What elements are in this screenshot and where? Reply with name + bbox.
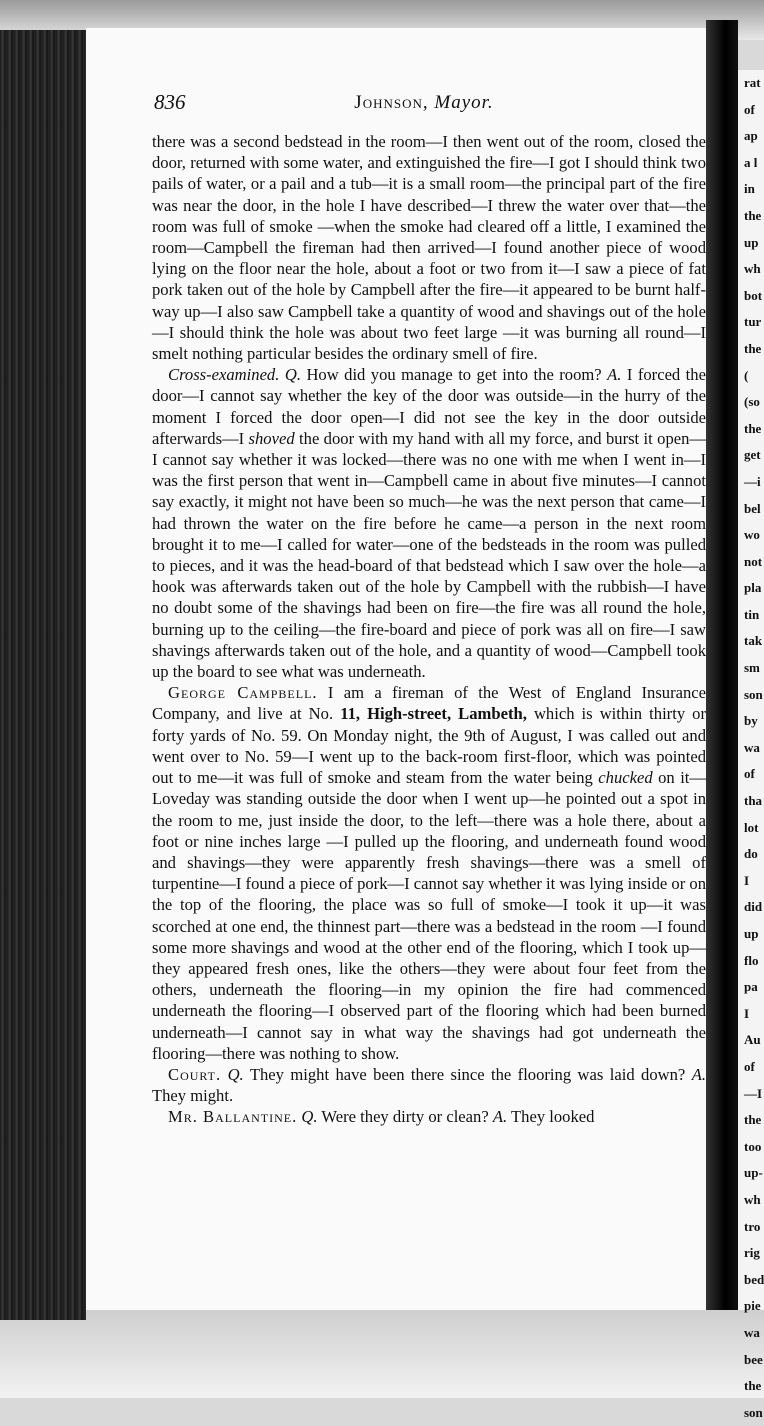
running-head-name: Johnson, — [354, 92, 429, 113]
facing-page-fragment: the — [744, 1378, 762, 1394]
question-marker: Q. — [227, 1064, 244, 1084]
facing-page-edge — [738, 70, 764, 1420]
question-text: How did you manage to get into the room? — [306, 365, 602, 385]
facing-page-fragment: pie — [744, 1298, 761, 1314]
page-header — [154, 90, 694, 120]
running-head — [154, 92, 694, 114]
question-marker: Q. — [301, 1107, 318, 1127]
facing-page-fragment: the — [744, 207, 762, 223]
question-text: They might have been there since the flooring was laid down? — [249, 1064, 686, 1084]
facing-page-fragment: in — [744, 181, 755, 197]
facing-page-fragment: tur — [744, 314, 762, 330]
paragraph-ballantine — [152, 1106, 706, 1127]
answer-marker: A. — [607, 365, 622, 385]
testimony-text: on it—Loveday was standing outside the door when I went up—he pointed out a spot in the room to me, just inside the door, to the left—there was a hole there, about a foot or nine inches large —I pulled up the flooring, and underneath found wood and shavings—they were apparently fresh shavings—there was a smell of turpentine—I found a piece of pork—I cannot say whether it was lying inside or on the top of the flooring, the place was so full of smoke—I took it up—it was scorched at one end, the thinnest part—there was a bedstead in the room —I found some more shavings and wood at the other end of the flooring, which I took up—they appeared fresh ones, like the others—they were about four feet from the others, underneath the flooring—in my opinion the fire had commenced underneath the flooring—I observed part of the flooring which had been burned underneath—I cannot say in what way the shavings had got underneath the flooring—there was nothing to show. — [152, 768, 707, 1063]
facing-page-fragment: up — [744, 926, 759, 941]
speaker-name: Court. — [168, 1064, 222, 1084]
paragraph-george-campbell — [152, 682, 706, 1064]
facing-page-fragment: I — [744, 1005, 750, 1021]
facing-page-fragment: wa — [744, 1324, 760, 1340]
facing-page-fragment: flo — [744, 952, 759, 968]
body-text — [152, 131, 706, 1128]
paragraph-text: there was a second bedstead in the room—I then went out of the room, closed the door, returned with some water, and extinguished the fire—I got I should think two pails of water, or a pail and a tub—it is a small room—the principal part of the fire was near the door, in the hole I have described—I threw the water over that—the room was full of smoke —when the smoke had cleared off a little, I examined the room—Campbell the fireman had then arrived—I found another piece of wood lying on the floor near the hole, about a foot or two from it—I saw a piece of fat pork taken out of the hole by Campbell after the fire—it appeared to be burnt half-way up—I also saw Campbell take a quantity of wood and shavings out of the hole—I should think the hole was about two feet large —it was burning all round—I smelt nothing particular besides the ordinary smell of fire. — [152, 132, 706, 364]
facing-page-fragment: (so — [744, 394, 760, 410]
paragraph-cross-examined — [152, 364, 706, 682]
answer-text: They might. — [152, 1086, 234, 1106]
answer-text: I forced the door—I cannot say whether the key of the door was outside—in the hurry of the moment I forced the door open—I did not see the key in the door outside afterwards—I — [152, 365, 706, 448]
question-text: Were they dirty or clean? — [321, 1107, 489, 1127]
answer-text: They looked — [511, 1107, 595, 1127]
paragraph — [152, 131, 706, 364]
facing-page-fragment: bot — [744, 287, 763, 303]
witness-name: George Campbell. — [168, 683, 318, 703]
facing-page-fragment: ( — [744, 367, 749, 383]
facing-page-fragment: son — [744, 1404, 763, 1420]
paragraph-court — [152, 1064, 706, 1106]
facing-page-fragment: the — [744, 420, 762, 436]
facing-page-fragment: tak — [744, 633, 763, 649]
facing-page-fragment: did — [744, 899, 763, 915]
facing-page-fragment: of — [744, 766, 755, 782]
facing-page-fragment: sm — [744, 660, 760, 676]
facing-page-fragment: bel — [744, 500, 761, 516]
facing-page-fragment: up- — [744, 1165, 763, 1181]
running-head-title: Mayor. — [434, 92, 494, 113]
facing-page-fragment: of — [744, 101, 755, 117]
facing-page-fragment: wh — [744, 1191, 761, 1207]
facing-page-fragment: tro — [744, 1218, 761, 1234]
facing-page-fragment: —i — [744, 473, 761, 489]
facing-page-fragment: tha — [744, 793, 763, 809]
speaker-name: Mr. Ballantine. — [168, 1107, 298, 1127]
facing-page-fragment: lot — [744, 819, 759, 835]
cross-examined-label: Cross-examined. — [168, 365, 280, 385]
facing-page-fragment: not — [744, 553, 763, 569]
facing-page-fragment: do — [744, 846, 758, 862]
answer-text: the door with my hand with all my force, and burst it open—I cannot say whether it was locked—there was no one with me when I went in—I was the first person that went in—Campbell came in about five minutes—I cannot say exactly, it might not have been so much—he was the next person that came—I had thrown the water on the fire before he came—a person in the next room brought it to me—I called for water—one of the bedsteads in the room was pulled to pieces, and it was the head-board of that bedstead which I saw over the hole—a hook was afterwards taken out of the hole by Campbell with the rubbish—I have no doubt some of the shavings had been on fire—the fire was all round the hole, burning up to the ceiling—the fire-board and piece of pork was all on fire—I saw shavings afterwards taken out of the hole, and a quantity of wood—Campbell took up the board to see what was underneath. — [152, 428, 706, 682]
facing-page-fragment: Au — [744, 1032, 761, 1048]
facing-page-fragment: wh — [744, 261, 761, 277]
facing-page-fragment: the — [744, 1112, 762, 1128]
facing-page-fragment: I — [744, 872, 750, 888]
page-number: 836 — [154, 90, 186, 114]
scan-bottom-edge — [0, 1310, 764, 1398]
facing-page-fragment: up — [744, 234, 759, 250]
facing-page-fragment: by — [744, 713, 758, 729]
facing-page-fragment: rat — [744, 75, 761, 90]
facing-page-fragment: bee — [744, 1351, 763, 1367]
facing-page-fragment: too — [744, 1138, 762, 1154]
facing-page-fragment: bed — [744, 1271, 764, 1287]
address-text: 11, High-street, Lambeth, — [340, 704, 527, 724]
facing-page-fragment: son — [744, 686, 763, 702]
facing-page-fragment: the — [744, 340, 762, 356]
book-spine — [0, 30, 86, 1320]
answer-marker: A. — [492, 1107, 508, 1127]
question-marker: Q. — [284, 365, 301, 385]
facing-page-fragment: get — [744, 447, 761, 463]
facing-page-fragment: a l — [744, 154, 758, 170]
facing-page-fragment: tin — [744, 606, 760, 622]
page-gutter — [706, 20, 738, 1310]
testimony-text: which is within thirty or forty yards of No. 59. On Monday night, the 9th of August, I was called out and went over to No. 59—I went up to the back-room first-floor, which was pointed out to me—it was full of smoke and steam from the water being — [152, 704, 706, 788]
facing-page-fragment: rig — [744, 1245, 760, 1261]
facing-page-fragment: pa — [744, 979, 758, 995]
italic-word: chucked — [598, 768, 653, 788]
facing-page-fragment: —I — [744, 1085, 763, 1101]
italic-word: shoved — [248, 428, 295, 448]
facing-page-fragment: wa — [744, 739, 760, 755]
facing-page-fragment: ap — [744, 128, 758, 144]
answer-marker: A. — [691, 1064, 706, 1084]
testimony-text: I am a fireman of the West of England Insurance Company, and live at No. — [152, 683, 706, 724]
facing-page-fragment: pla — [744, 580, 762, 596]
facing-page-fragment: wo — [744, 527, 760, 543]
facing-page-fragment: of — [744, 1058, 755, 1074]
